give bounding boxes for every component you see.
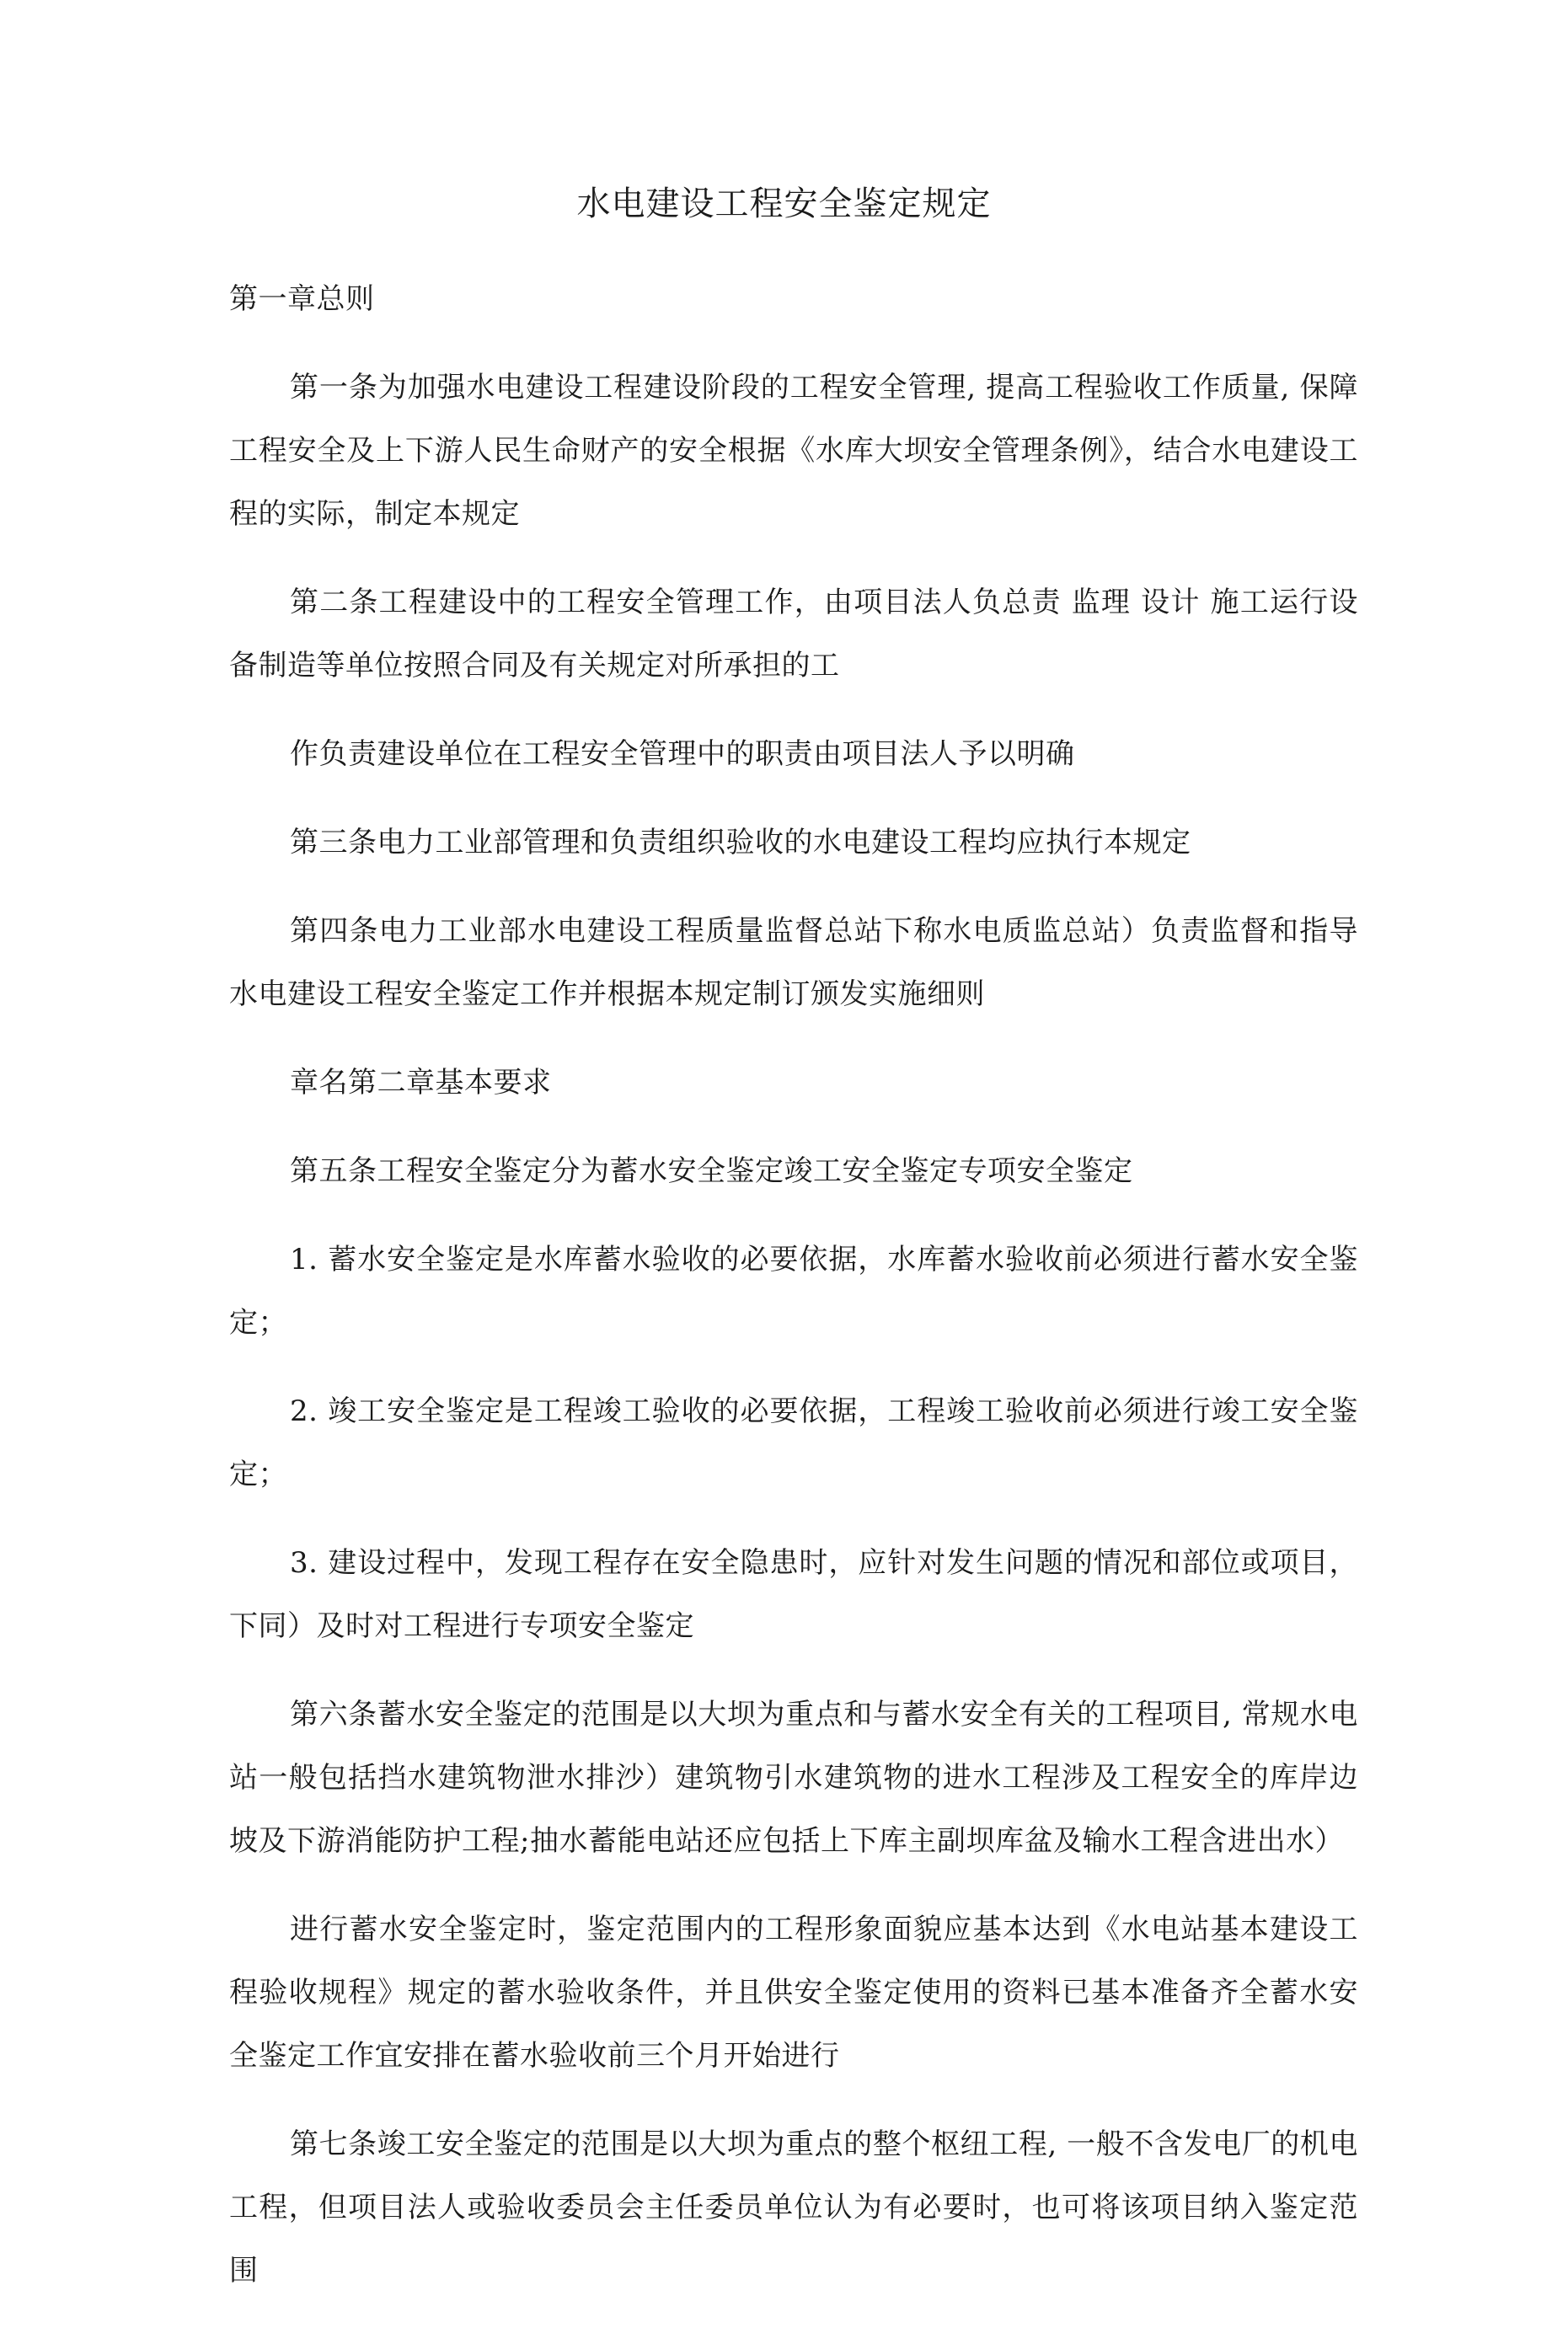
article-3-paragraph: 第三条电力工业部管理和负责组织验收的水电建设工程均应执行本规定 — [290, 826, 1191, 859]
list-item-3: 3. 建设过程中，发现工程存在安全隐患时，应针对发生问题的情况和部位或项目，下同）及时对工程进行专项安全鉴定 — [229, 1546, 1358, 1643]
article-4-paragraph: 第四条电力工业部水电建设工程质量监督总站下称水电质监总站）负责监督和指导水电建设工程安全鉴定工作并根据本规定制订颁发实施细则 — [229, 914, 1358, 1011]
article-5-paragraph: 第五条工程安全鉴定分为蓄水安全鉴定竣工安全鉴定专项安全鉴定 — [290, 1154, 1133, 1188]
chapter-heading-general: 第一章总则 — [229, 282, 375, 316]
article-2-paragraph: 第二条工程建设中的工程安全管理工作，由项目法人负总责 监理 设计 施工运行设备制造等单位按照合同及有关规定对所承担的工 — [229, 586, 1358, 682]
article-7-paragraph: 第七条竣工安全鉴定的范围是以大坝为重点的整个枢纽工程, 一般不含发电厂的机电工程，但项目法人或验收委员会主任委员单位认为有必要时，也可将该项目纳入鉴定范围 — [229, 2127, 1358, 2288]
article-6-paragraph: 第六条蓄水安全鉴定的范围是以大坝为重点和与蓄水安全有关的工程项目, 常规水电站一般包括挡水建筑物泄水排沙）建筑物引水建筑物的进水工程涉及工程安全的库岸边坡及下游消能防护工程;抽水蓄能电站还应包括上下库主副坝库盆及输水工程含进出水） — [229, 1698, 1358, 1858]
document-title: 水电建设工程安全鉴定规定 — [576, 185, 992, 223]
article-6-continuation: 进行蓄水安全鉴定时，鉴定范围内的工程形象面貌应基本达到《水电站基本建设工程验收规程》规定的蓄水验收条件，并且供安全鉴定使用的资料已基本准备齐全蓄水安全鉴定工作宜安排在蓄水验收前三个月开始进行 — [229, 1913, 1358, 2073]
list-item-2: 2. 竣工安全鉴定是工程竣工验收的必要依据，工程竣工验收前必须进行竣工安全鉴定； — [229, 1394, 1358, 1491]
document-body — [229, 268, 1358, 2328]
list-item-1: 1. 蓄水安全鉴定是水库蓄水验收的必要依据，水库蓄水验收前必须进行蓄水安全鉴定； — [229, 1243, 1358, 1340]
article-1-paragraph: 第一条为加强水电建设工程建设阶段的工程安全管理, 提高工程验收工作质量, 保障工程安全及上下游人民生命财产的安全根据《水库大坝安全管理条例》，结合水电建设工程的实际，制定本规定 — [229, 371, 1358, 531]
article-2-continuation: 作负责建设单位在工程安全管理中的职责由项目法人予以明确 — [290, 737, 1075, 771]
chapter-heading-basic-requirements: 章名第二章基本要求 — [290, 1066, 552, 1100]
